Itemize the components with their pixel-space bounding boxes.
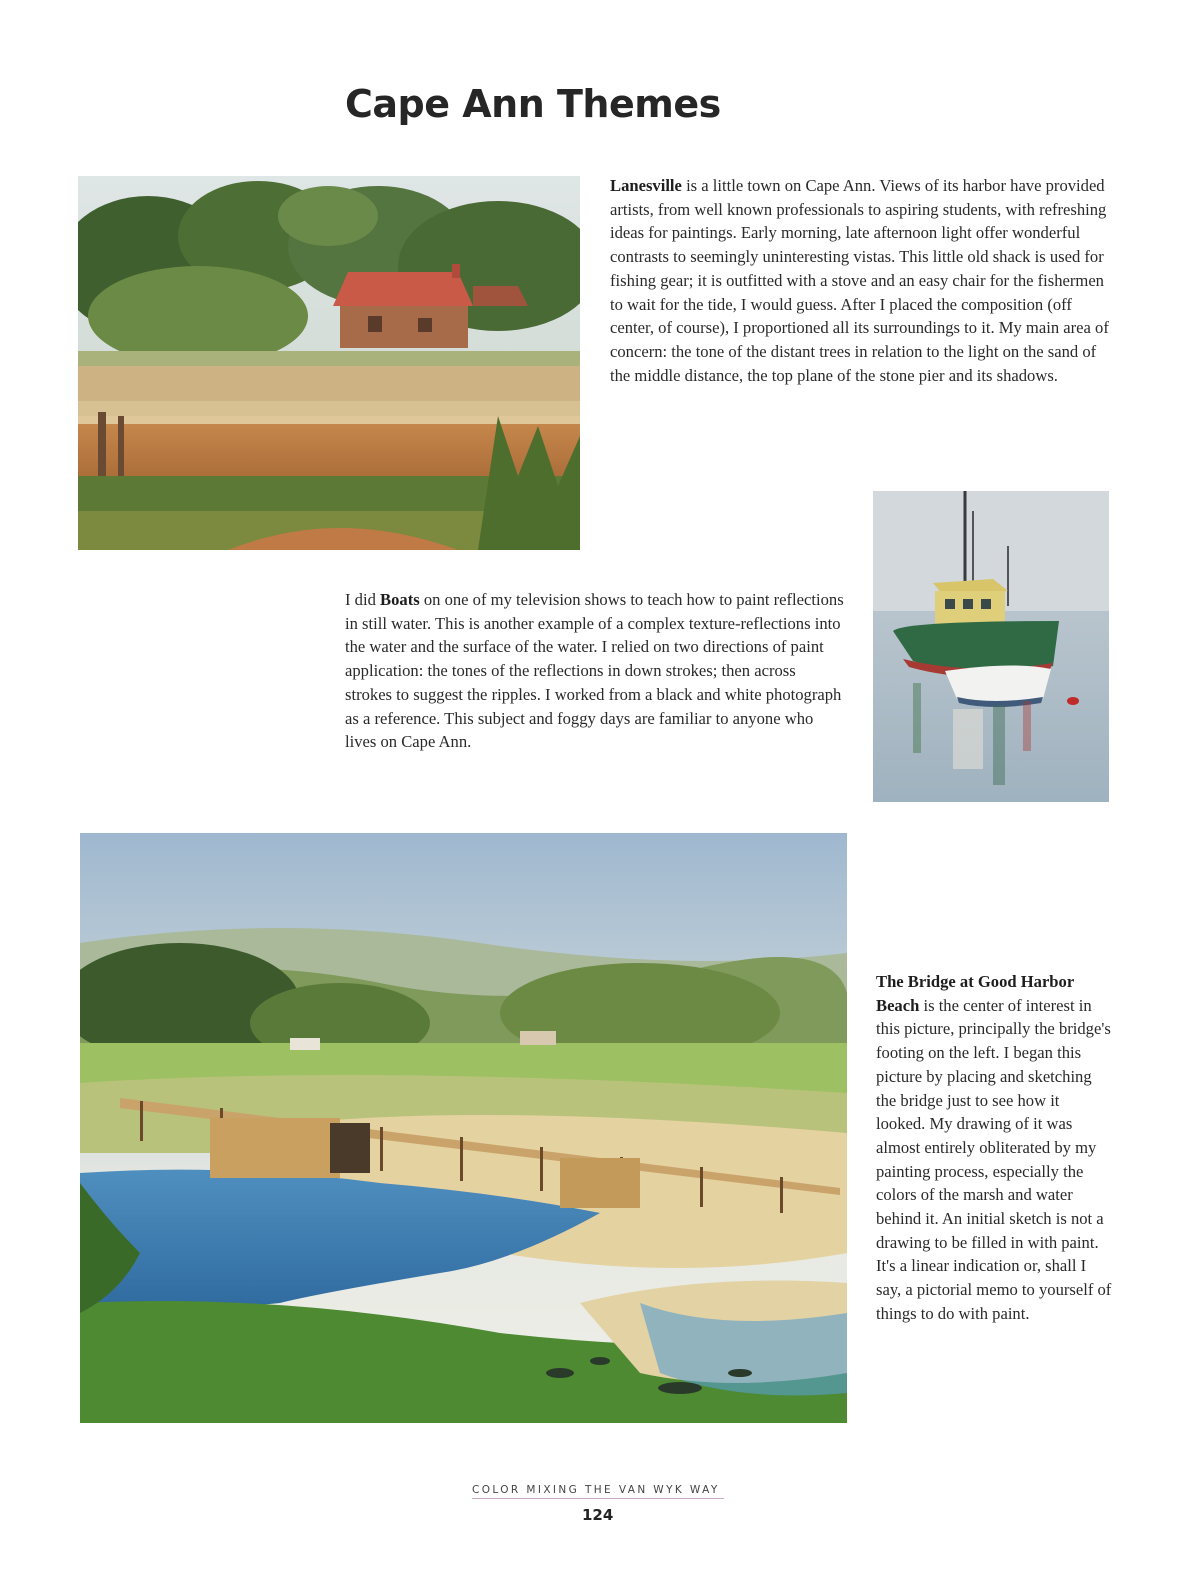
lanesville-paragraph xyxy=(610,174,1110,387)
boats-painting xyxy=(873,491,1109,802)
bridge-text: is the center of interest in this picture, principally the bridge's footing on the left. I began this picture by placing and sketching the bridge just to see how it looked. My drawing of it was almost entirely obliterated by my painting process, especially the colors of the marsh and water behind it. An initial sketch is not a drawing to be filled in with paint. It's a linear indication or, shall I say, a pictorial memo to yourself of things to do with paint. xyxy=(876,995,1112,1323)
lanesville-text: is a little town on Cape Ann. Views of its harbor have provided artists, from well known professionals to aspiring students, with refreshing ideas for paintings. Early morning, late afternoon light offer wonderful contrasts to seemingly uninteresting vistas. This little old shack is used for fishing gear; it is outfitted with a stove and an easy chair for the fishermen to wait for the tide, I would guess. After I placed the composition (off center, of course), I proportioned all its surroundings to it. My main area of concern: the tone of the distant trees in relation to the light on the sand of the middle distance, the top plane of the stone pier and its shadows. xyxy=(610,176,1109,385)
page-number: 124 xyxy=(582,1506,614,1524)
lanesville-painting xyxy=(78,176,580,550)
bridge-painting xyxy=(80,833,847,1423)
bridge-heading: The Bridge at Good Harbor Beach xyxy=(876,972,1074,1015)
boats-paragraph xyxy=(345,588,845,754)
footer-book-title: COLOR MIXING THE VAN WYK WAY xyxy=(472,1484,720,1496)
page-title: Cape Ann Themes xyxy=(345,82,721,126)
boats-heading: Boats xyxy=(380,590,420,609)
bridge-paragraph xyxy=(876,970,1112,1326)
boats-prefix: I did xyxy=(345,590,381,609)
lanesville-heading: Lanesville xyxy=(610,176,682,195)
footer-rule xyxy=(472,1498,724,1499)
boats-text: on one of my television shows to teach how to paint reflections in still water. This is another example of a complex texture-reflections into the water and the surface of the water. I relied on two directions of paint application: the tones of the reflections in down strokes; then across strokes to suggest the ripples. I worked from a black and white photograph as a reference. This subject and foggy days are familiar to anyone who lives on Cape Ann. xyxy=(345,590,844,752)
